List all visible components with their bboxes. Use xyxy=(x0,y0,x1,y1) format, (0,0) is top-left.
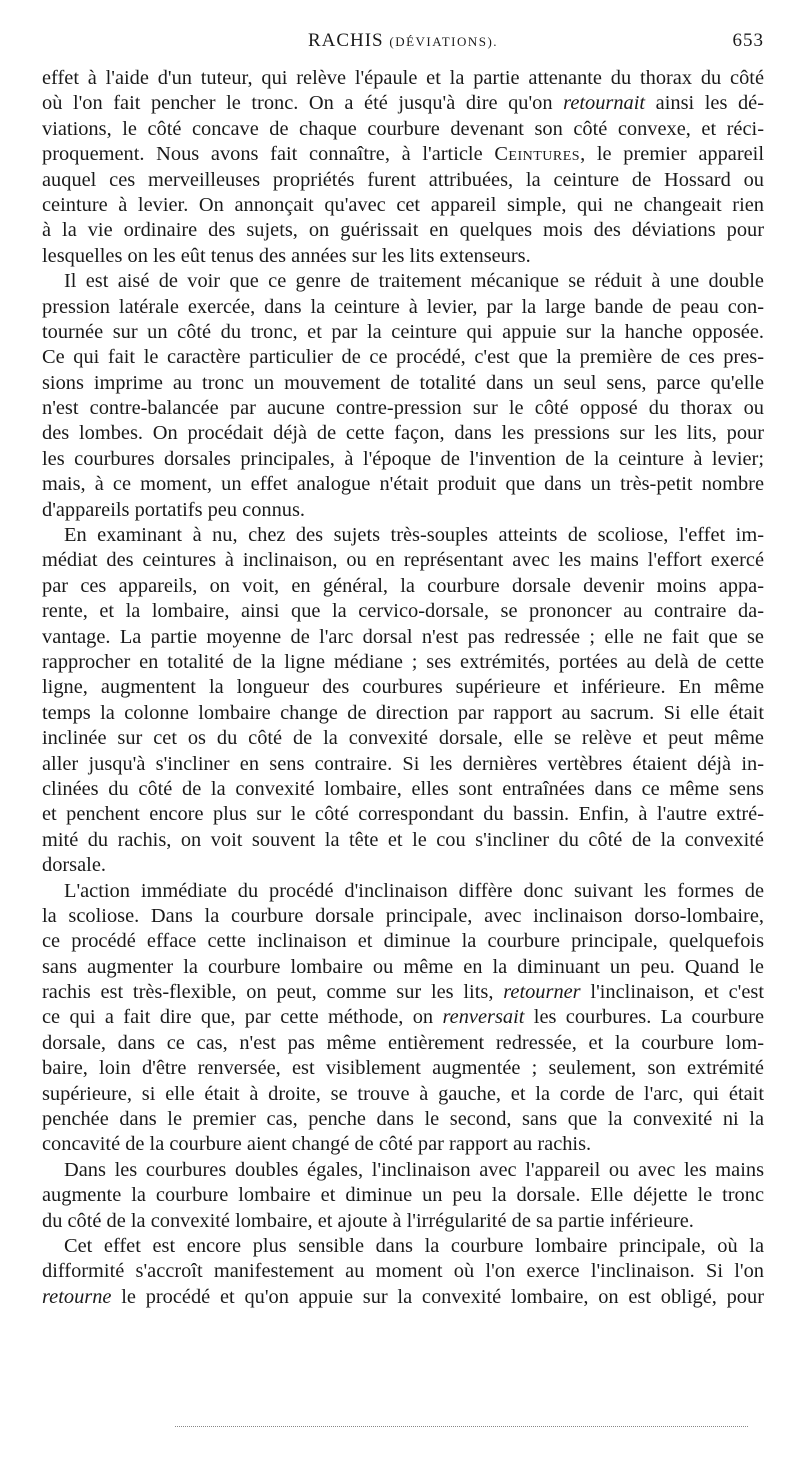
text-line: difformité s'accroît manifestement au moment où l'on exerce l'inclinaison. Si l'on xyxy=(42,1260,764,1283)
text-line: supérieure, si elle était à droite, se trouve à gauche, et la corde de l'arc, qui était xyxy=(42,1082,764,1105)
text-line: rachis est très-flexible, on peut, comme sur les lits, retourner l'inclinaison, et c'est xyxy=(42,981,764,1004)
running-title-main: RACHIS xyxy=(307,30,384,51)
text-line: concavité de la courbure aient changé de côté par rapport au rachis. xyxy=(42,1133,592,1156)
text-line: auquel ces merveilleuses propriétés furent attribuées, la ceinture de Hossard ou xyxy=(42,168,764,191)
text-line: dorsale. xyxy=(42,854,106,877)
text-line: baire, loin d'être renversée, est visiblement augmentée ; seulement, son extrémité xyxy=(42,1057,764,1080)
text-line: dorsale, dans ce cas, n'est pas même entièrement redressée, et la courbure lom- xyxy=(42,1031,764,1054)
text-line: et penchent encore plus sur le côté correspondant du bassin. Enfin, à l'autre extré- xyxy=(42,803,764,826)
text-line: tournée sur un côté du tronc, et par la ceinture qui appuie sur la hanche opposée. xyxy=(42,320,764,343)
text-line: mité du rachis, on voit souvent la tête et le cou s'incliner du côté de la convexité xyxy=(42,828,764,851)
text-line: ligne, augmentent la longueur des courbures supérieure et inférieure. En même xyxy=(42,676,764,699)
text-line: des lombes. On procédait déjà de cette façon, dans les pressions sur les lits, pour xyxy=(42,422,764,445)
text-line: temps la colonne lombaire change de direction par rapport au sacrum. Si elle était xyxy=(42,701,764,724)
text-line: n'est contre-balancée par aucune contre-pression sur le côté opposé du thorax ou xyxy=(42,397,764,420)
text-line: ce qui a fait dire que, par cette méthode, on renversait les courbures. La courbure xyxy=(42,1006,764,1029)
footer-dotted-rule xyxy=(175,1426,748,1427)
body-text xyxy=(42,66,764,1310)
text-line: retourne le procédé et qu'on appuie sur la convexité lombaire, on est obligé, pour xyxy=(42,1285,764,1308)
text-line: médiat des ceintures à inclinaison, ou en représentant avec les mains l'effort exercé xyxy=(42,549,764,572)
text-line: vantage. La partie moyenne de l'arc dorsal n'est pas redressée ; elle ne fait que se xyxy=(42,625,764,648)
text-line: proquement. Nous avons fait connaître, à l'article Ceintures, le premier appareil xyxy=(42,143,764,166)
text-line: mais, à ce moment, un effet analogue n'était produit que dans un très-petit nombre xyxy=(42,473,764,496)
text-line: rente, et la lombaire, ainsi que la cervico-dorsale, se prononcer au contraire da- xyxy=(42,600,764,623)
text-line: la scoliose. Dans la courbure dorsale principale, avec inclinaison dorso-lombaire, xyxy=(42,904,764,927)
text-line: d'appareils portatifs peu connus. xyxy=(42,498,306,521)
text-line: Dans les courbures doubles égales, l'inclinaison avec l'appareil ou avec les mains xyxy=(64,1158,764,1181)
text-line: augmente la courbure lombaire et diminue un peu la dorsale. Elle déjette le tronc xyxy=(42,1184,764,1207)
running-header xyxy=(42,30,764,60)
text-line: En examinant à nu, chez des sujets très-souples atteints de scoliose, l'effet im- xyxy=(64,524,764,547)
text-line: à la vie ordinaire des sujets, on guérissait en quelques mois des déviations pour xyxy=(42,219,764,242)
page-number: 653 xyxy=(732,30,764,51)
text-line: L'action immédiate du procédé d'inclinaison diffère donc suivant les formes de xyxy=(64,879,764,902)
running-title xyxy=(42,30,764,52)
text-line: effet à l'aide d'un tuteur, qui relève l'épaule et la partie attenante du thorax du côté xyxy=(42,67,764,89)
text-line: pression latérale exercée, dans la ceinture à levier, par la large bande de peau con- xyxy=(42,295,764,318)
text-line: où l'on fait pencher le tronc. On a été jusqu'à dire qu'on retournait ainsi les dé- xyxy=(42,92,764,115)
text-line: aller jusqu'à s'incliner en sens contraire. Si les dernières vertèbres étaient déjà in- xyxy=(42,752,764,775)
text-line: clinées du côté de la convexité lombaire, elles sont entraînées dans ce même sens xyxy=(42,777,764,800)
text-line: Cet effet est encore plus sensible dans la courbure lombaire principale, où la xyxy=(64,1234,764,1257)
text-line: sions imprime au tronc un mouvement de totalité dans un seul sens, parce qu'elle xyxy=(42,371,764,394)
text-line: penchée dans le premier cas, penche dans le second, sans que la convexité ni la xyxy=(42,1108,764,1131)
text-line: rapprocher en totalité de la ligne médiane ; ses extrémités, portées au delà de cette xyxy=(42,650,764,673)
text-line: les courbures dorsales principales, à l'époque de l'invention de la ceinture à levier; xyxy=(42,447,764,470)
text-line: ceinture à levier. On annonçait qu'avec cet appareil simple, qui ne changeait rien xyxy=(42,193,764,216)
text-line: lesquelles on les eût tenus des années sur les lits extenseurs. xyxy=(42,244,531,267)
text-line: par ces appareils, on voit, en général, la courbure dorsale devenir moins appa- xyxy=(42,574,764,597)
running-title-subtitle: (DÉVIATIONS). xyxy=(389,34,499,49)
text-line: inclinée sur cet os du côté de la convexité dorsale, elle se relève et peut même xyxy=(42,727,764,750)
text-line: ce procédé efface cette inclinaison et diminue la courbure principale, quelquefois xyxy=(42,930,764,953)
text-line: Il est aisé de voir que ce genre de traitement mécanique se réduit à une double xyxy=(64,270,764,293)
text-line: sans augmenter la courbure lombaire ou même en la diminuant un peu. Quand le xyxy=(42,955,764,978)
text-line: viations, le côté concave de chaque courbure devenant son côté convexe, et réci- xyxy=(42,117,764,140)
text-line: du côté de la convexité lombaire, et ajoute à l'irrégularité de sa partie inférieure. xyxy=(42,1209,694,1232)
text-line: Ce qui fait le caractère particulier de ce procédé, c'est que la première de ces pres- xyxy=(42,346,764,369)
